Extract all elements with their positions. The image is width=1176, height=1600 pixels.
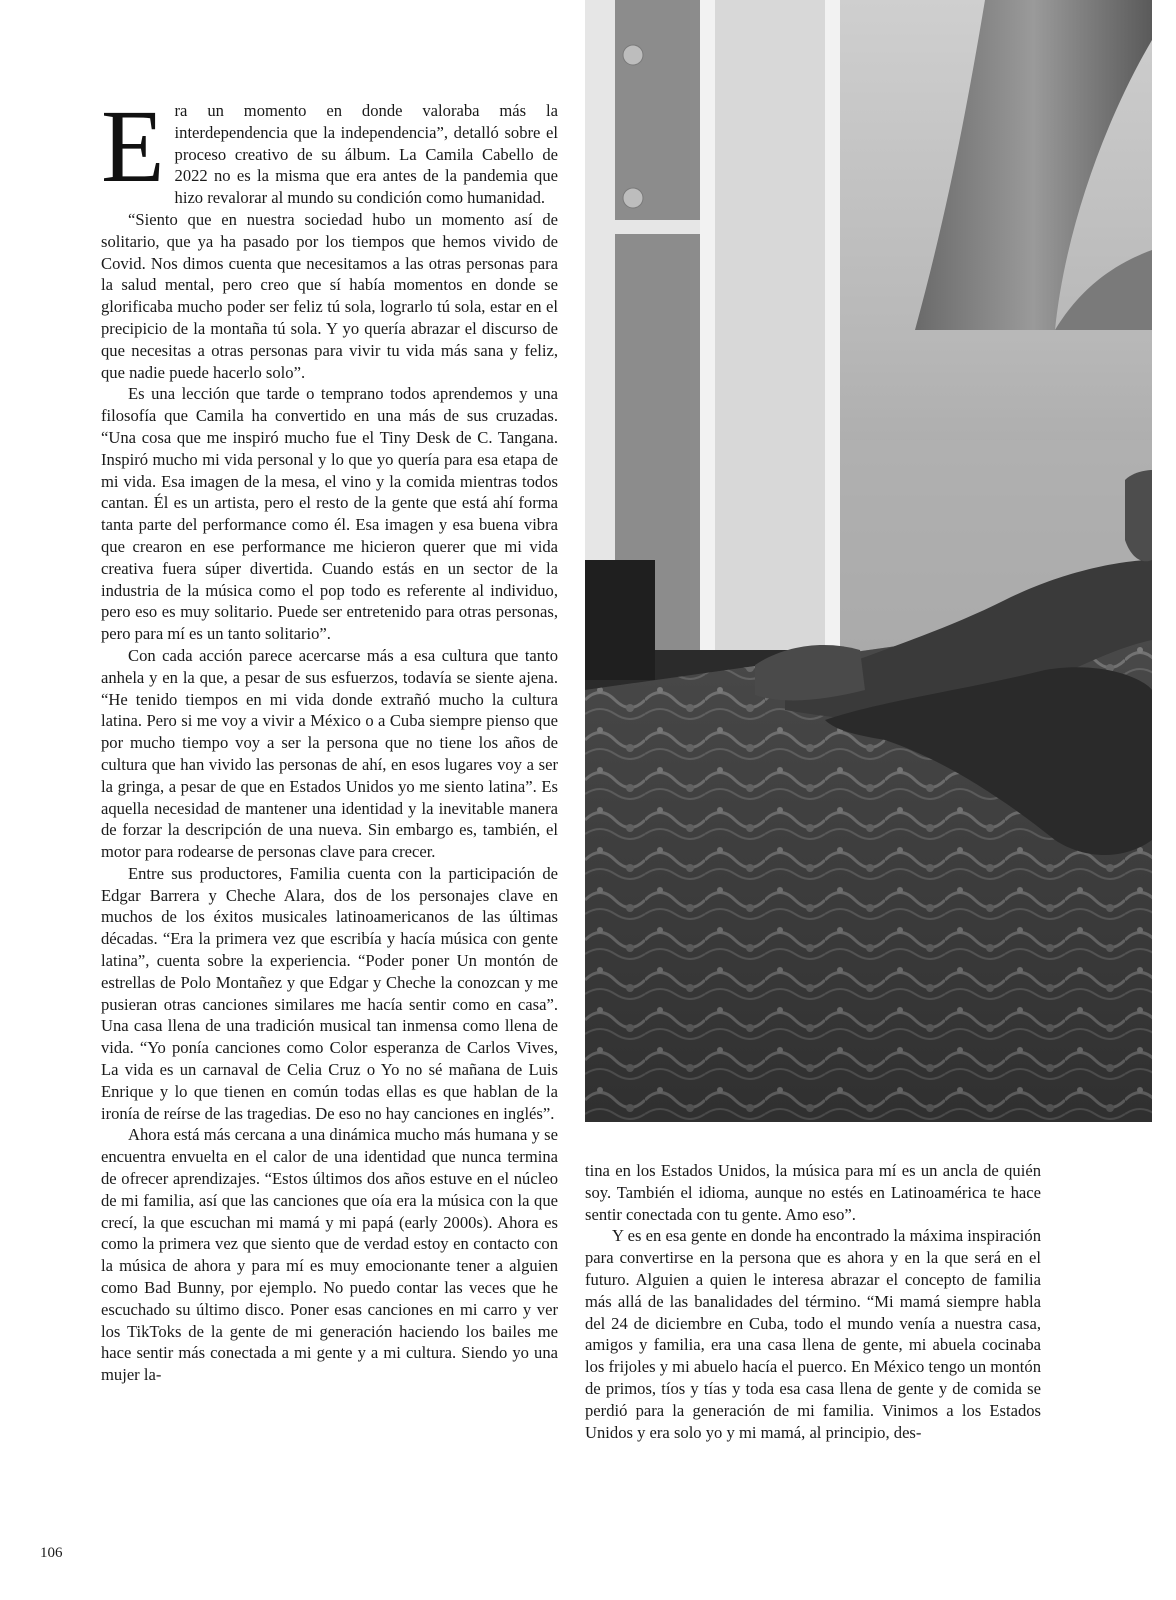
article-paragraph: Ahora está más cercana a una dinámica mucho más humana y se encuentra envuelta en el calor de una identidad que nunca termina de ofrecer aprendizajes. “Estos últimos dos años estuve en el núcleo de mi familia, así que las canciones que oía era la música con la que crecí, la que escuchan mi mamá y mi papá (early 2000s). Ahora es como la primera vez que siento que de verdad estoy en contacto con la música de ahora y para mí es muy emocionante tener a alguien como Bad Bunny, por ejemplo. No puedo contar las veces que he escuchado su último disco. Poner esas canciones en mi carro y ver los TikToks de la gente de mi generación haciendo los bailes me hace sentir más conectada a mi gente y a mi cultura. Siendo yo una mujer la- <box>101 1125 558 1385</box>
article-column-left <box>101 89 558 1386</box>
article-paragraph: “Siento que en nuestra sociedad hubo un momento así de solitario, que ya ha pasado por los tiempos que hemos vivido de Covid. Nos dimos cuenta que necesitamos a las otras personas para la salud mental, pero creo que sí había momentos en donde se glorificaba mucho poder ser feliz tú sola, lograrlo tú sola, estar en el precipicio de la montaña tú sola. Y yo quería abrazar el discurso de que necesitas a otras personas para vivir tu vida más sana y feliz, que nadie puede hacerlo solo”. <box>101 209 558 382</box>
article-paragraph: Es una lección que tarde o temprano todos aprendemos y una filosofía que Camila ha convertido en una más de sus cruzadas. “Una cosa que me inspiró mucho fue el Tiny Desk de C. Tangana. Inspiró mucho mi vida personal y lo que yo quería para esa etapa de mi vida. Esa imagen de la mesa, el vino y la comida mientras todos cantan. Él es un artista, pero el resto de la gente que está ahí forma tanta parte del performance como él. Esa imagen y esa buena vibra que crearon en ese performance me hicieron querer que mi vida creativa fuera súper divertida. Cuando estás en un sector de la industria de la música como el pop todo es referente al individuo, pero eso es muy solitario. Puede ser entretenido para otras personas, pero para mí es un tanto solitario”. <box>101 384 558 644</box>
article-photo <box>585 0 1152 1122</box>
paragraph-text: ra un momento en donde valoraba más la interdependencia que la independencia”, detalló sobre el proceso creativo de su álbum. La Camila Cabello de 2022 no es la misma que era antes de la pandemia que hizo revalorar al mundo su condición como humanidad. <box>174 101 558 208</box>
article-paragraph: Y es en esa gente en donde ha encontrado la máxima inspiración para convertirse en la persona que es ahora y en la que será en el futuro. Alguien a quien le interesa abrazar el concepto de familia más allá de las banalidades del término. “Mi mamá siempre habla del 24 de diciembre en Cuba, todo el mundo venía a nuestra casa, amigos y familia, era una casa llena de gente, mi abuela cocinaba los frijoles y mi abuelo hacía el puerco. En México tengo un montón de primos, tíos y tías y toda esa casa llena de gente y de comida se perdió para la generación de mi familia. Vinimos a los Estados Unidos y era solo yo y mi mamá, al principio, des- <box>585 1226 1041 1442</box>
page-number: 106 <box>40 1545 63 1561</box>
article-column-right <box>585 1160 1041 1443</box>
article-paragraph: Entre sus productores, Familia cuenta con la participación de Edgar Barrera y Cheche Alara, dos de los personajes clave en muchos de los éxitos musicales latinoamericanos de las últimas décadas. “Era la primera vez que escribía y hacía música con gente latina”, cuenta sobre la experiencia. “Poder poner Un montón de estrellas de Polo Montañez y que Edgar y Cheche la conozcan y me pusieran otras canciones similares me hacía sentir como en casa”. Una casa llena de una tradición musical tan inmensa como llena de vida. “Yo ponía canciones como Color esperanza de Carlos Vives, La vida es un carnaval de Celia Cruz o Yo no sé mañana de Luis Enrique y lo que tienen en común todas ellas es que hablan de la ironía de reírse de las tragedias. De eso no hay canciones en inglés”. <box>101 863 558 1123</box>
article-paragraph: tina en los Estados Unidos, la música para mí es un ancla de quién soy. También el idioma, aunque no estés en Latinoamérica te hace sentir conectada con tu gente. Amo eso”. <box>585 1161 1041 1224</box>
article-paragraph: Con cada acción parece acercarse más a esa cultura que tanto anhela y en la que, a pesar de sus esfuerzos, todavía se siente ajena. “He tenido tiempos en mi vida donde extrañó mucho la cultura latina. Pero si me voy a vivir a México o a Cuba siempre pienso que por mucho tiempo voy a ser la persona que no tiene los años de cultura que han vivido las personas de ahí, en esos lugares voy a ser la gringa, a pesar de que en Estados Unidos yo me siento latina”. Es aquella necesidad de mantener una identidad y la inevitable manera de forzar la descripción de una nueva. Sin embargo es, también, el motor para rodearse de personas clave para crecer. <box>101 645 558 862</box>
drop-cap: E <box>101 89 165 204</box>
article-paragraph <box>101 89 558 209</box>
